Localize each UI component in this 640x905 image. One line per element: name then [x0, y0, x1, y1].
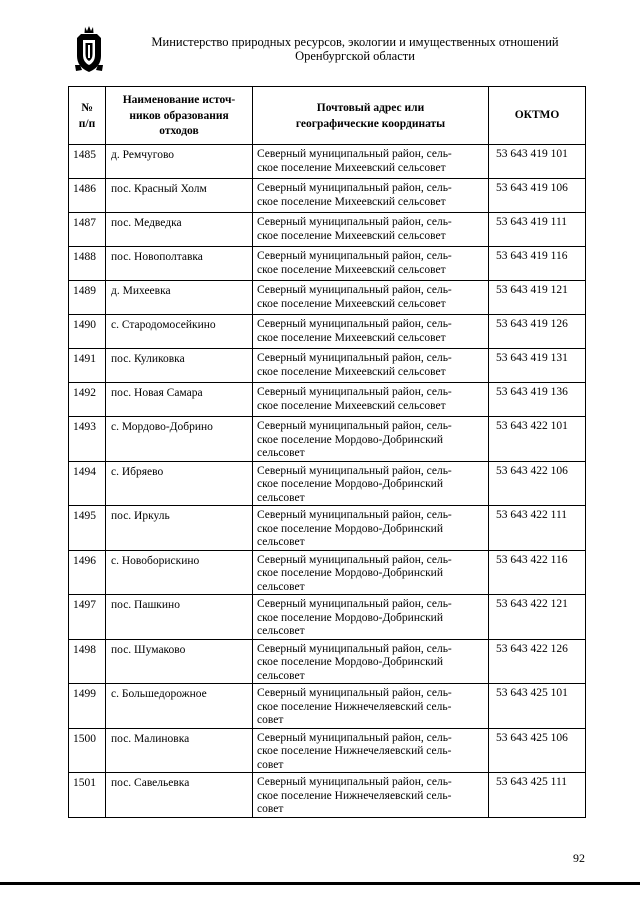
address-line: ское поселение Нижнечеляевский сель-	[257, 789, 452, 802]
table-row	[69, 595, 586, 640]
source-name: с. Большедорожное	[106, 684, 253, 729]
row-number: 1501	[69, 773, 106, 818]
address-cell	[253, 417, 489, 462]
footer-rule	[0, 882, 640, 885]
oktmo-code: 53 643 419 106	[489, 179, 586, 213]
address-line: Северный муниципальный район, сель-	[257, 509, 452, 521]
address-cell	[253, 349, 489, 383]
oktmo-code: 53 643 419 116	[489, 247, 586, 281]
header-number: № п/п	[69, 87, 106, 145]
header-address: Почтовый адрес или географические координаты	[253, 87, 489, 145]
address-cell	[253, 773, 489, 818]
address-cell	[253, 281, 489, 315]
address-cell	[253, 506, 489, 551]
source-name: пос. Малиновка	[106, 728, 253, 773]
address-line: сельсовет	[257, 669, 305, 682]
row-number: 1499	[69, 684, 106, 729]
address-cell	[253, 550, 489, 595]
source-name: пос. Новополтавка	[106, 247, 253, 281]
oktmo-code: 53 643 425 106	[489, 728, 586, 773]
table-row	[69, 383, 586, 417]
address-line: ское поселение Мордово-Добринский	[257, 567, 443, 579]
address-line: Северный муниципальный район, сель-	[257, 386, 452, 398]
table-row	[69, 417, 586, 462]
address-line: ское поселение Мордово-Добринский	[257, 522, 443, 535]
table-row	[69, 506, 586, 551]
address-cell	[253, 315, 489, 349]
table-row	[69, 349, 586, 383]
table-row	[69, 315, 586, 349]
row-number: 1489	[69, 281, 106, 315]
source-name: пос. Иркуль	[106, 506, 253, 551]
source-name: пос. Красный Холм	[106, 179, 253, 213]
oktmo-code: 53 643 425 111	[489, 773, 586, 818]
oktmo-code: 53 643 419 136	[489, 383, 586, 417]
ministry-title: Министерство природных ресурсов, экологии и имущественных отношений	[151, 35, 559, 49]
address-line: Северный муниципальный район, сель-	[257, 216, 452, 228]
source-name: пос. Пашкино	[106, 595, 253, 640]
address-cell	[253, 728, 489, 773]
address-line: совет	[257, 714, 284, 726]
row-number: 1500	[69, 728, 106, 773]
address-line: ское поселение Михеевский сельсовет	[257, 229, 446, 242]
address-line: Северный муниципальный район, сель-	[257, 731, 452, 744]
coat-of-arms-emblem	[74, 25, 104, 73]
address-line: Северный муниципальный район, сель-	[257, 776, 452, 788]
source-name: с. Новоборискино	[106, 550, 253, 595]
oktmo-code: 53 643 419 121	[489, 281, 586, 315]
address-cell	[253, 595, 489, 640]
address-line: ское поселение Михеевский сельсовет	[257, 331, 446, 344]
oktmo-code: 53 643 419 111	[489, 213, 586, 247]
address-line: сельсовет	[257, 536, 305, 548]
address-line: ское поселение Мордово-Добринский	[257, 478, 443, 490]
address-line: ское поселение Михеевский сельсовет	[257, 365, 446, 378]
table-row	[69, 684, 586, 729]
address-cell	[253, 213, 489, 247]
address-line: ское поселение Михеевский сельсовет	[257, 161, 446, 174]
oktmo-code: 53 643 422 121	[489, 595, 586, 640]
table-row	[69, 213, 586, 247]
table-row	[69, 247, 586, 281]
address-line: сельсовет	[257, 447, 305, 459]
address-line: совет	[257, 758, 284, 771]
source-name: д. Михеевка	[106, 281, 253, 315]
address-line: ское поселение Михеевский сельсовет	[257, 399, 446, 412]
row-number: 1494	[69, 461, 106, 506]
header-oktmo: ОКТМО	[489, 87, 586, 145]
page-number: 92	[573, 851, 585, 865]
address-line: Северный муниципальный район, сель-	[257, 318, 452, 330]
address-line: совет	[257, 803, 284, 815]
oktmo-code: 53 643 425 101	[489, 684, 586, 729]
row-number: 1492	[69, 383, 106, 417]
region-title: Оренбургской области	[295, 49, 415, 63]
source-name: пос. Медведка	[106, 213, 253, 247]
address-cell	[253, 684, 489, 729]
address-cell	[253, 383, 489, 417]
source-name: пос. Савельевка	[106, 773, 253, 818]
address-line: Северный муниципальный район, сель-	[257, 284, 452, 296]
address-cell	[253, 145, 489, 179]
row-number: 1491	[69, 349, 106, 383]
table-row	[69, 461, 586, 506]
oktmo-code: 53 643 419 101	[489, 145, 586, 179]
address-line: Северный муниципальный район, сель-	[257, 464, 452, 477]
row-number: 1487	[69, 213, 106, 247]
address-line: Северный муниципальный район, сель-	[257, 642, 452, 655]
address-line: сельсовет	[257, 580, 305, 593]
table-row	[69, 773, 586, 818]
address-line: сельсовет	[257, 625, 305, 637]
address-line: ское поселение Михеевский сельсовет	[257, 195, 446, 208]
address-line: ское поселение Мордово-Добринский	[257, 611, 443, 624]
source-name: с. Стародомосейкино	[106, 315, 253, 349]
row-number: 1496	[69, 550, 106, 595]
table-header-row	[69, 87, 586, 145]
address-line: ское поселение Михеевский сельсовет	[257, 263, 446, 276]
address-line: ское поселение Мордово-Добринский	[257, 433, 443, 446]
source-name: д. Ремчугово	[106, 145, 253, 179]
address-cell	[253, 179, 489, 213]
address-line: ское поселение Михеевский сельсовет	[257, 297, 446, 310]
table-row	[69, 728, 586, 773]
source-name: пос. Куликовка	[106, 349, 253, 383]
oktmo-code: 53 643 422 111	[489, 506, 586, 551]
oktmo-code: 53 643 422 126	[489, 639, 586, 684]
address-cell	[253, 461, 489, 506]
source-name: пос. Новая Самара	[106, 383, 253, 417]
source-name: с. Мордово-Добрино	[106, 417, 253, 462]
oktmo-code: 53 643 422 116	[489, 550, 586, 595]
row-number: 1498	[69, 639, 106, 684]
address-line: Северный муниципальный район, сель-	[257, 250, 452, 262]
table-row	[69, 179, 586, 213]
address-line: ское поселение Мордово-Добринский	[257, 656, 443, 668]
table-row	[69, 145, 586, 179]
row-number: 1488	[69, 247, 106, 281]
row-number: 1485	[69, 145, 106, 179]
table-row	[69, 281, 586, 315]
address-line: сельсовет	[257, 491, 305, 504]
address-line: Северный муниципальный район, сель-	[257, 598, 452, 610]
address-line: Северный муниципальный район, сель-	[257, 148, 452, 160]
table-row	[69, 550, 586, 595]
oktmo-code: 53 643 422 106	[489, 461, 586, 506]
oktmo-code: 53 643 422 101	[489, 417, 586, 462]
oktmo-code: 53 643 419 131	[489, 349, 586, 383]
address-line: Северный муниципальный район, сель-	[257, 352, 452, 364]
address-line: Северный муниципальный район, сель-	[257, 687, 452, 699]
address-cell	[253, 639, 489, 684]
row-number: 1495	[69, 506, 106, 551]
address-line: Северный муниципальный район, сель-	[257, 553, 452, 566]
table-row	[69, 639, 586, 684]
address-line: ское поселение Нижнечеляевский сель-	[257, 700, 452, 713]
address-line: Северный муниципальный район, сель-	[257, 182, 452, 194]
row-number: 1486	[69, 179, 106, 213]
source-name: пос. Шумаково	[106, 639, 253, 684]
row-number: 1490	[69, 315, 106, 349]
waste-sources-table	[68, 86, 586, 818]
header-source-name: Наименование источ- ников образования отходов	[106, 87, 253, 145]
source-name: с. Ибряево	[106, 461, 253, 506]
address-line: ское поселение Нижнечеляевский сель-	[257, 745, 452, 757]
oktmo-code: 53 643 419 126	[489, 315, 586, 349]
address-cell	[253, 247, 489, 281]
row-number: 1497	[69, 595, 106, 640]
address-line: Северный муниципальный район, сель-	[257, 420, 452, 432]
row-number: 1493	[69, 417, 106, 462]
